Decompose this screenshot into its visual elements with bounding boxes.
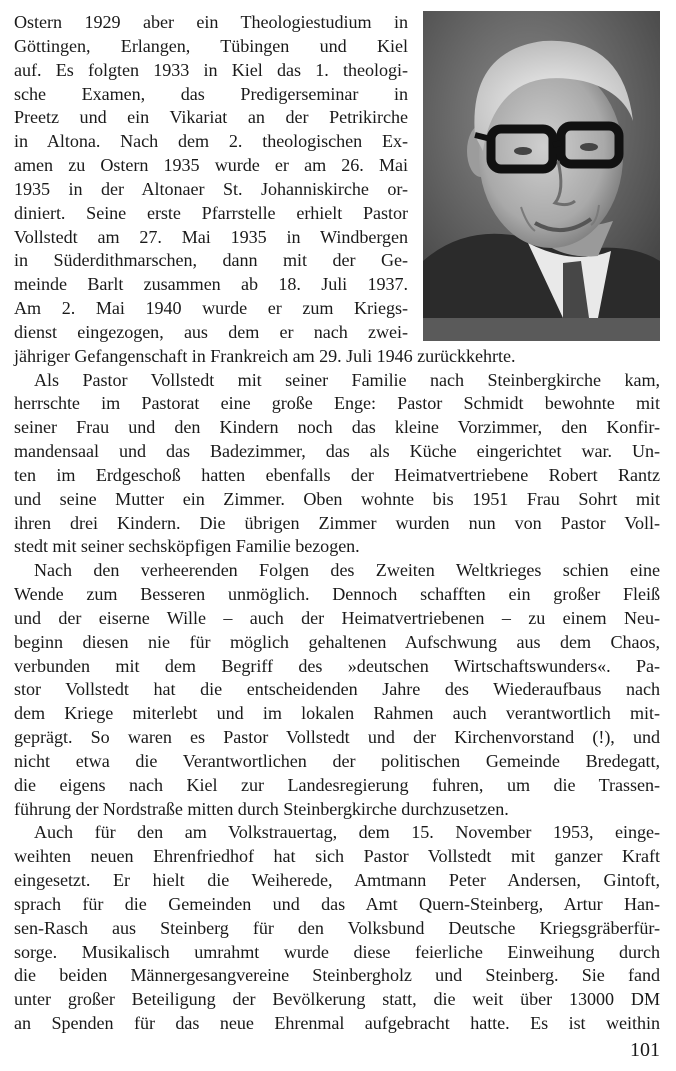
- portrait-image: [423, 11, 660, 318]
- text-line: die eigens nach Kiel zur Landesregierung fuhren, um die Trassen-: [14, 774, 660, 795]
- text-line: Preetz und ein Vikariat an der Petrikirche: [14, 107, 408, 128]
- text-line: Am 2. Mai 1940 wurde er zum Kriegs-: [14, 298, 408, 318]
- text-line: die beiden Männergesangvereine Steinbergholz und Steinberg. Sie fand: [14, 965, 660, 986]
- text-line: nicht etwa die Verantwortlichen der politischen Gemeinde Bredegatt,: [14, 750, 660, 771]
- text-line: dienst eingezogen, aus dem er nach zwei-: [14, 321, 408, 342]
- text-line: jähriger Gefangenschaft in Frankreich am 29. Juli 1946 zurückkehrte.: [14, 345, 516, 366]
- text-line: diniert. Seine erste Pfarrstelle erhielt Pastor: [14, 202, 408, 223]
- text-line: stedt mit seiner sechsköpfigen Familie bezogen.: [14, 536, 360, 557]
- text-line: auf. Es folgten 1933 in Kiel das 1. theologi-: [14, 59, 408, 80]
- text-line: Ostern 1929 aber ein Theologiestudium in: [14, 12, 408, 32]
- text-line: sprach für die Gemeinden und das Amt Quern-Steinberg, Artur Han-: [14, 893, 660, 914]
- text-line: in Süderdithmarschen, dann mit der Ge-: [14, 250, 408, 271]
- text-line: seiner Frau und den Kindern noch das kleine Vorzimmer, den Konfir-: [14, 417, 660, 438]
- text-line: in Altona. Nach dem 2. theologischen Ex-: [14, 131, 408, 152]
- text-line: Wende zum Besseren unmöglich. Dennoch schafften ein großer Fleiß: [14, 584, 660, 604]
- text-line: führung der Nordstraße mitten durch Steinbergkirche durchzusetzen.: [14, 798, 509, 819]
- text-line: weihten neuen Ehrenfriedhof hat sich Pastor Vollstedt mit ganzer Kraft: [14, 846, 660, 867]
- text-line: geprägt. So waren es Pastor Vollstedt und der Kirchenvorstand (!), und: [14, 727, 660, 747]
- text-line: Göttingen, Erlangen, Tübingen und Kiel: [14, 35, 408, 56]
- text-line: sen-Rasch aus Steinberg für den Volksbund Deutsche Kriegsgräberfür-: [14, 917, 660, 938]
- page-number: 101: [630, 1039, 660, 1062]
- text-line: eingesetzt. Er hielt die Weiherede, Amtmann Peter Andersen, Gintoft,: [14, 870, 660, 890]
- text-line: amen zu Ostern 1935 wurde er am 26. Mai: [14, 155, 408, 175]
- text-line: Nach den verheerenden Folgen des Zweiten Weltkrieges schien eine: [34, 560, 660, 581]
- text-line: sche Examen, das Predigerseminar in: [14, 83, 408, 104]
- text-line: dem Kriege miterlebt und im lokalen Rahmen auch verantwortlich mit-: [14, 703, 660, 724]
- text-line: meinde Barlt zusammen ab 18. Juli 1937.: [14, 274, 408, 295]
- portrait-photo: [423, 11, 660, 341]
- text-line: beginn diesen nie für möglich gehaltenen Aufschwung aus dem Chaos,: [14, 631, 660, 652]
- text-line: sorge. Musikalisch umrahmt wurde diese feierliche Einweihung durch: [14, 941, 660, 962]
- text-line: Als Pastor Vollstedt mit seiner Familie nach Steinbergkirche kam,: [34, 369, 660, 390]
- text-line: Auch für den am Volkstrauertag, dem 15. November 1953, einge-: [34, 822, 660, 843]
- text-line: ihren drei Kindern. Die übrigen Zimmer wurden nun von Pastor Voll-: [14, 512, 660, 533]
- text-line: herrschte im Pastorat eine große Enge: Pastor Schmidt bewohnte mit: [14, 393, 660, 414]
- text-line: stor Vollstedt hat die entscheidenden Jahre des Wiederaufbaus nach: [14, 679, 660, 700]
- text-line: mandensaal und das Badezimmer, das als Küche eingerichtet war. Un-: [14, 441, 660, 461]
- text-line: unter großer Beteiligung der Bevölkerung statt, die weit über 13000 DM: [14, 989, 660, 1010]
- text-line: und seine Mutter ein Zimmer. Oben wohnte bis 1951 Frau Sohrt mit: [14, 488, 660, 509]
- text-line: an Spenden für das neue Ehrenmal aufgebracht hatte. Es ist weithin: [14, 1013, 660, 1033]
- text-line: und der eiserne Wille – auch der Heimatvertriebenen – zu einem Neu-: [14, 607, 660, 628]
- text-line: ten im Erdgeschoß hatten ebenfalls der Heimatvertriebene Robert Rantz: [14, 464, 660, 485]
- text-line: 1935 in der Altonaer St. Johanniskirche or-: [14, 178, 408, 199]
- text-line: Vollstedt am 27. Mai 1935 in Windbergen: [14, 226, 408, 247]
- text-line: verbunden mit dem Begriff des »deutschen Wirtschaftswunders«. Pa-: [14, 655, 660, 676]
